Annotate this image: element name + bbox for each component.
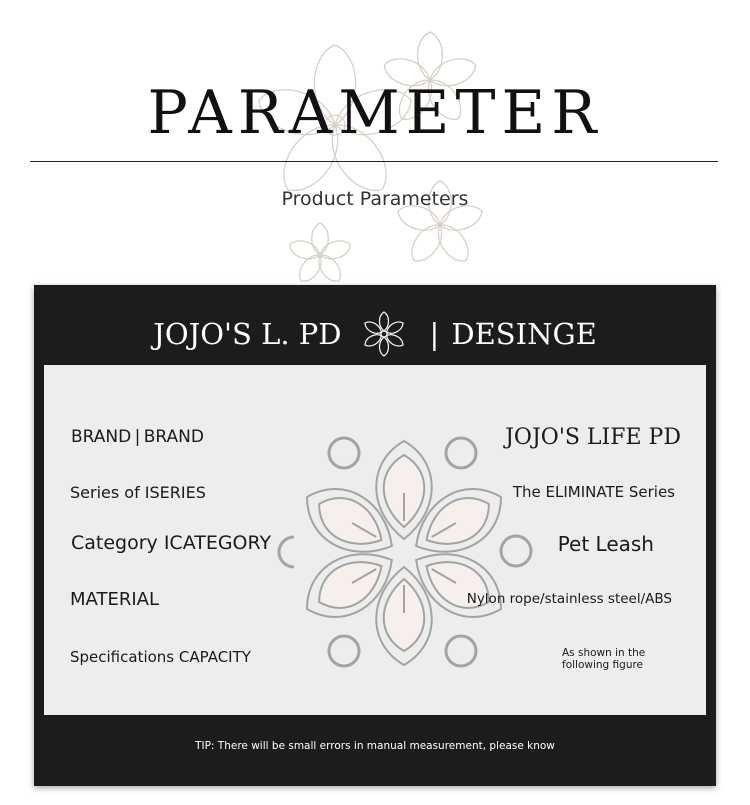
material-label: MATERIAL [70, 589, 159, 610]
title-separator: | [429, 317, 440, 351]
category-label: Category ICATEGORY [71, 532, 272, 554]
parameter-card [34, 285, 716, 786]
card-header [34, 310, 716, 358]
flower-emblem-icon [358, 308, 410, 360]
specifications-label: Specifications CAPACITY [70, 648, 251, 666]
title-divider [30, 161, 718, 162]
series-value: The ELIMINATE Series [512, 483, 675, 501]
series-label: Series of ISERIES [70, 483, 206, 502]
brand-label: BRAND | BRAND [71, 427, 204, 447]
category-value: Pet Leash [557, 532, 654, 556]
brand-value: JOJO'S LIFE PD [505, 425, 681, 450]
page-title: PARAMETER [147, 78, 603, 148]
parameter-panel [44, 365, 706, 715]
material-value: Nylon rope/stainless steel/ABS [466, 591, 672, 607]
brand-tagline: DESINGE [451, 317, 597, 351]
cherry-blossom-icon [230, 20, 520, 290]
brand-name: JOJO'S L. PD [153, 317, 342, 351]
measurement-tip: TIP: There will be small errors in manual measurement, please know [195, 740, 555, 752]
page-subtitle: Product Parameters [281, 188, 469, 210]
petal-flower-icon [266, 415, 542, 691]
specifications-value: As shown in the following figure [562, 647, 646, 671]
